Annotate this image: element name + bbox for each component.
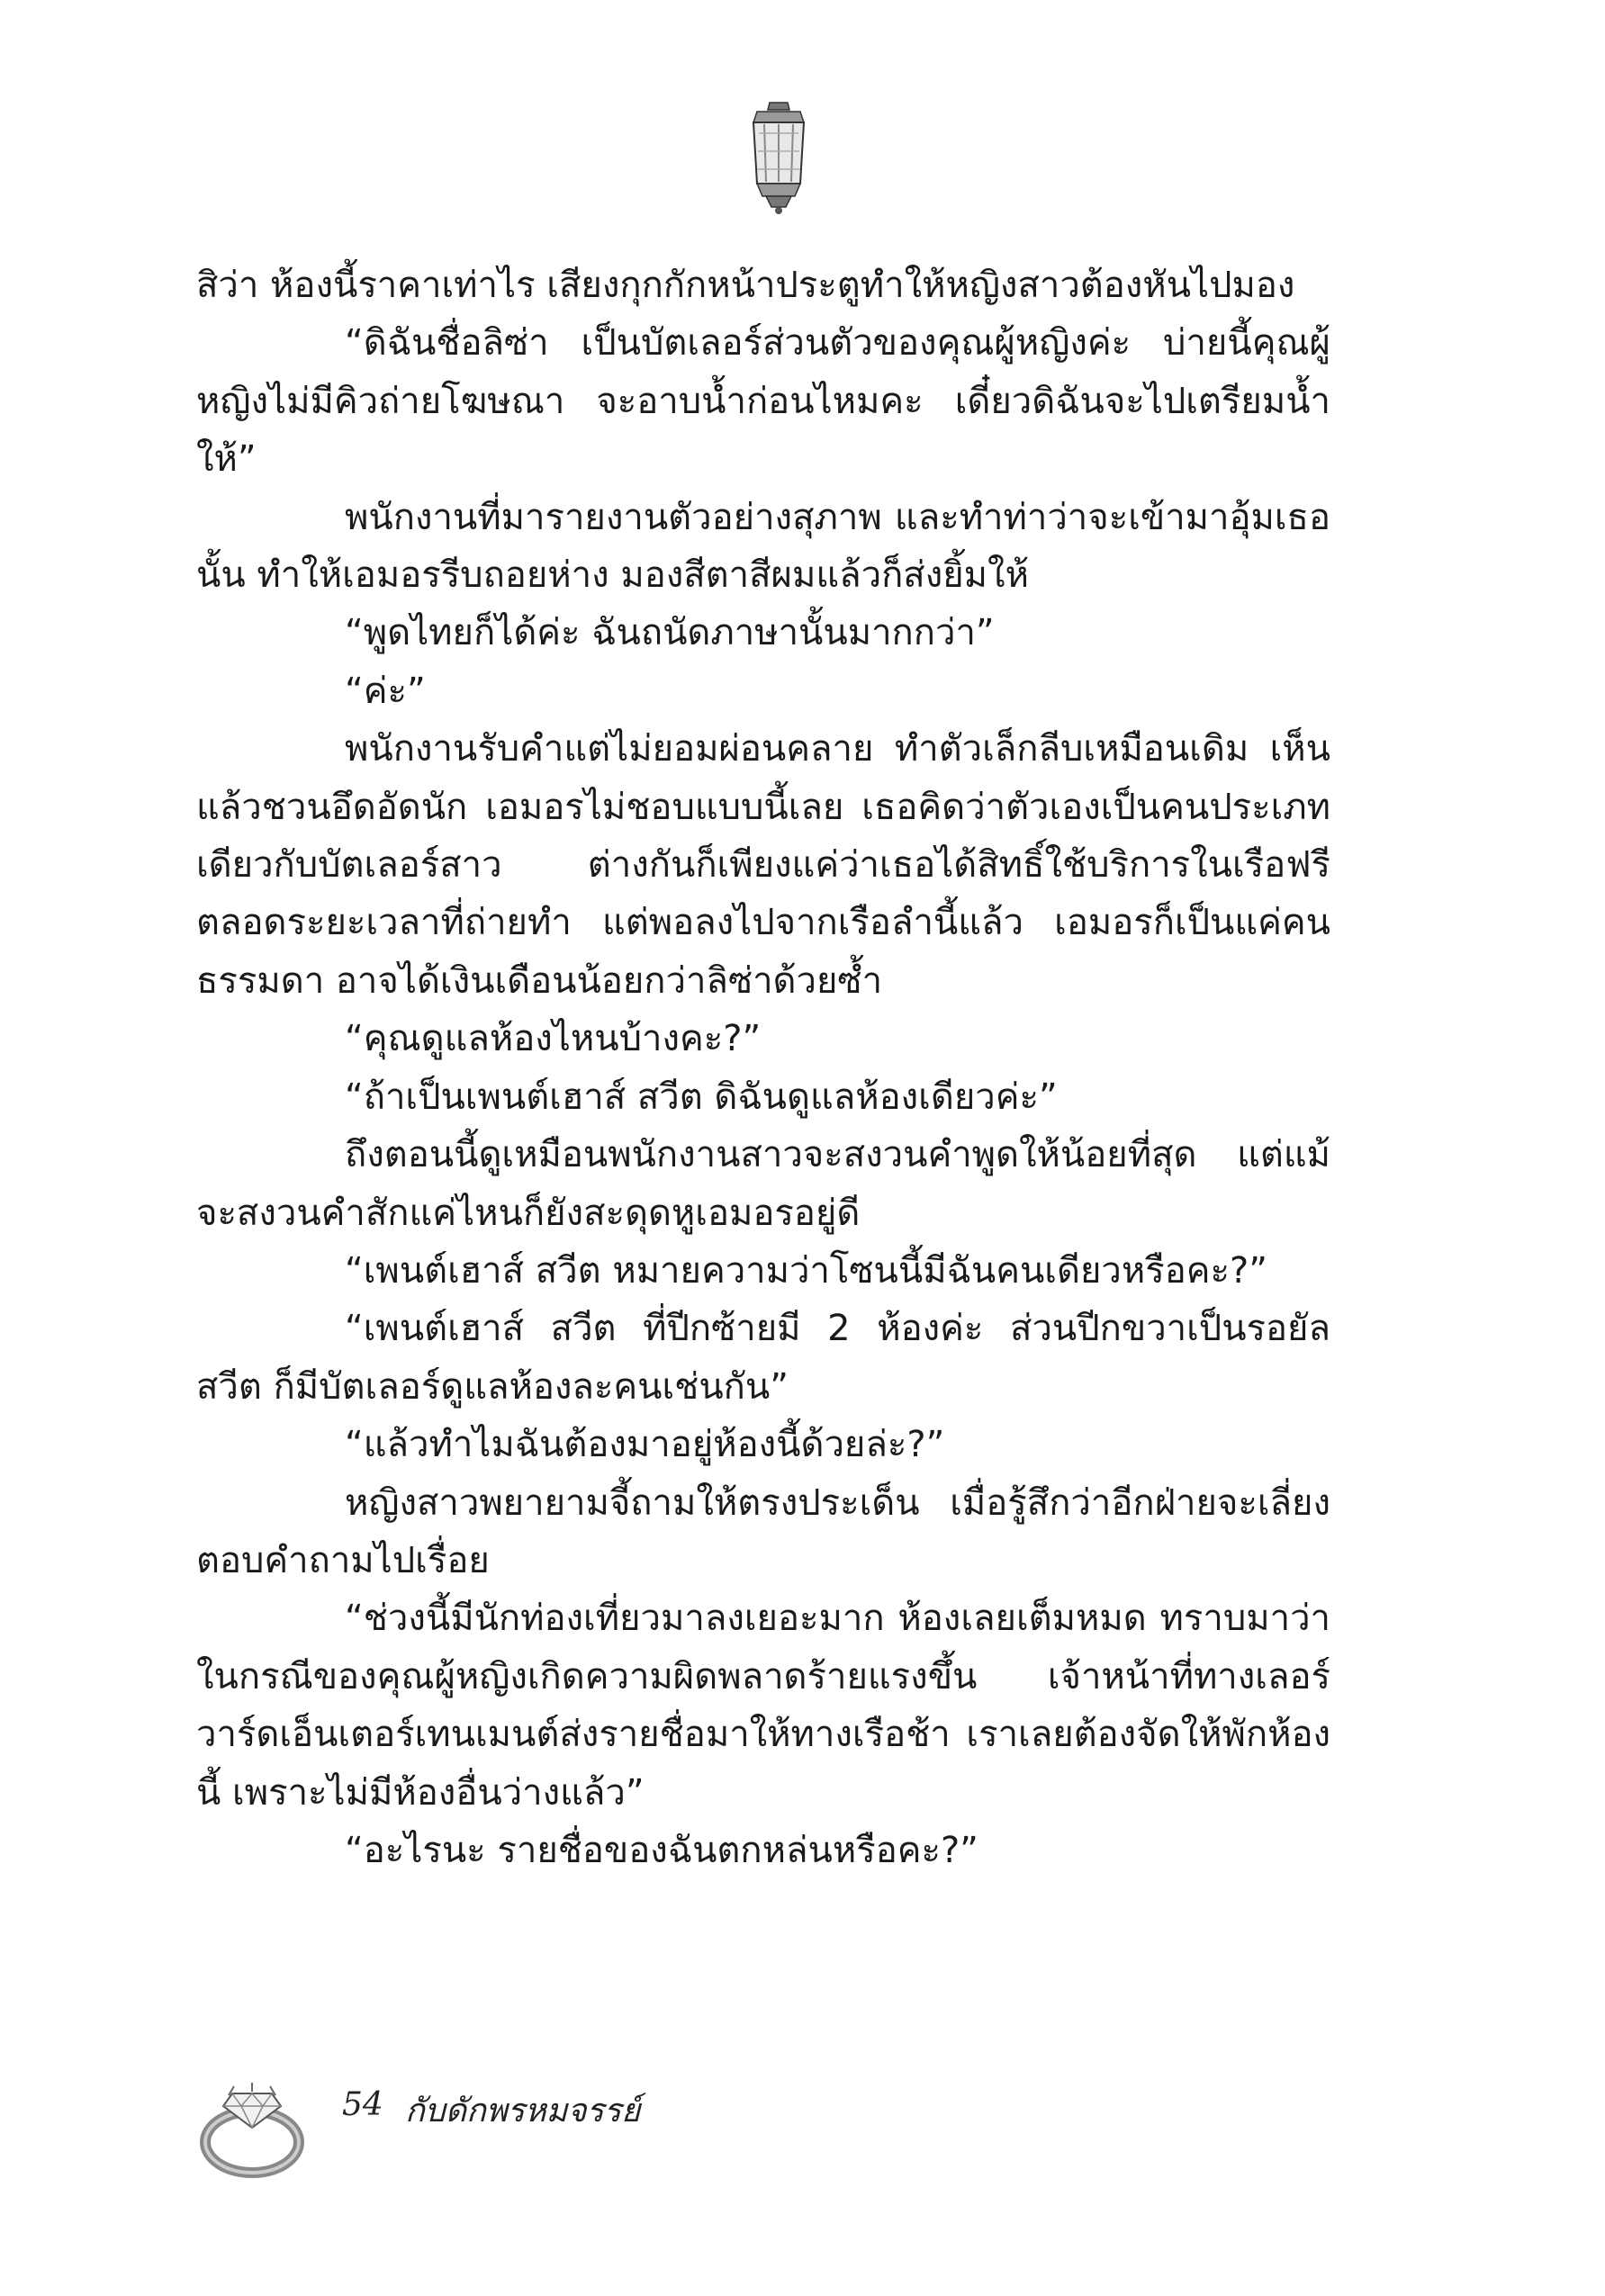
- paragraph: “เพนต์เฮาส์ สวีต หมายความว่าโซนนี้มีฉันคนเดียวหรือคะ?”: [345, 1249, 1267, 1292]
- paragraph: “พูดไทยก็ได้ค่ะ ฉันถนัดภาษานั้นมากกว่า”: [345, 612, 995, 654]
- paragraph: “คุณดูแลห้องไหนบ้างคะ?”: [345, 1018, 762, 1060]
- paragraph: ถึงตอนนี้ดูเหมือนพนักงานสาวจะสงวนคำพูดให้น้อยที่สุด แต่แม้จะสงวนคำสักแค่ไหนก็ยังสะดุดหูเอมอรอยู่ดี: [196, 1134, 1330, 1234]
- body-text: [196, 257, 1330, 1879]
- paragraph: สิว่า ห้องนี้ราคาเท่าไร เสียงกุกกักหน้าประตูทำให้หญิงสาวต้องหันไปมอง: [196, 265, 1295, 306]
- paragraph: พนักงานรับคำแต่ไม่ยอมผ่อนคลาย ทำตัวเล็กลีบเหมือนเดิม เห็นแล้วชวนอึดอัดนัก เอมอรไม่ชอบแบบนี้เลย เธอคิดว่าตัวเองเป็นคนประเภทเดียวกับบัตเลอร์สาว ต่างกันก็เพียงแค่ว่าเธอได้สิทธิ์ใช้บริการในเรือฟรีตลอดระยะเวลาที่ถ่ายทำ แต่พอลงไปจากเรือลำนี้แล้ว เอมอรก็เป็นแค่คนธรรมดา อาจได้เงินเดือนน้อยกว่าลิซ่าด้วยซ้ำ: [196, 728, 1330, 1002]
- paragraph: “ค่ะ”: [345, 670, 426, 712]
- paragraph: “อะไรนะ รายชื่อของฉันตกหล่นหรือคะ?”: [345, 1829, 978, 1871]
- lantern-icon: [734, 97, 824, 216]
- diamond-ring-icon: [189, 2059, 324, 2185]
- page-footer: [189, 2059, 819, 2185]
- book-title: กับดักพรหมจรรย์: [405, 2093, 641, 2129]
- page-number: 54: [342, 2086, 383, 2123]
- paragraph: “ช่วงนี้มีนักท่องเที่ยวมาลงเยอะมาก ห้องเลยเต็มหมด ทราบมาว่าในกรณีของคุณผู้หญิงเกิดความผิดพลาดร้ายแรงขึ้น เจ้าหน้าที่ทางเลอร์วาร์ดเอ็นเตอร์เทนเมนต์ส่งรายชื่อมาให้ทางเรือช้า เราเลยต้องจัดให้พักห้องนี้ เพราะไม่มีห้องอื่นว่างแล้ว”: [196, 1598, 1330, 1814]
- paragraph: “เพนต์เฮาส์ สวีต ที่ปีกซ้ายมี 2 ห้องค่ะ ส่วนปีกขวาเป็นรอยัล สวีต ก็มีบัตเลอร์ดูแลห้องละคนเช่นกัน”: [196, 1308, 1330, 1408]
- paragraph: “ดิฉันชื่อลิซ่า เป็นบัตเลอร์ส่วนตัวของคุณผู้หญิงค่ะ บ่ายนี้คุณผู้หญิงไม่มีคิวถ่ายโฆษณา จะอาบน้ำก่อนไหมคะ เดี๋ยวดิฉันจะไปเตรียมน้ำให้”: [196, 322, 1330, 481]
- paragraph: “ถ้าเป็นเพนต์เฮาส์ สวีต ดิฉันดูแลห้องเดียวค่ะ”: [345, 1076, 1058, 1118]
- paragraph: หญิงสาวพยายามจี้ถามให้ตรงประเด็น เมื่อรู้สึกว่าอีกฝ่ายจะเลี่ยงตอบคำถามไปเรื่อย: [196, 1481, 1330, 1581]
- paragraph: พนักงานที่มารายงานตัวอย่างสุภาพ และทำท่าว่าจะเข้ามาอุ้มเธอนั้น ทำให้เอมอรรีบถอยห่าง มองสีตาสีผมแล้วก็ส่งยิ้มให้: [196, 496, 1330, 597]
- paragraph: “แล้วทำไมฉันต้องมาอยู่ห้องนี้ด้วยล่ะ?”: [345, 1424, 945, 1466]
